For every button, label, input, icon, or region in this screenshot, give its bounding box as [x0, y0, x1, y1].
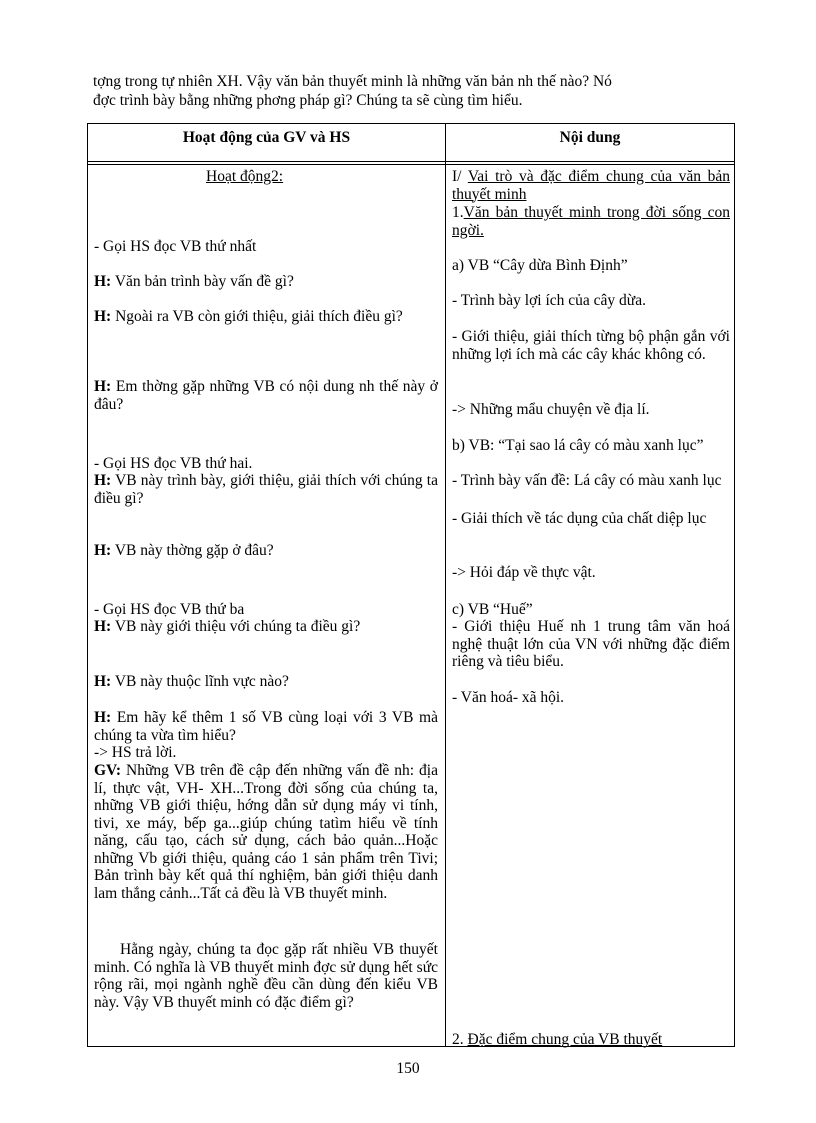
instruction-text: - Gọi HS đọc VB thứ nhất	[94, 238, 257, 255]
subsection-number: 1.	[452, 204, 464, 221]
question-label: H:	[94, 709, 112, 726]
left-item-read-3	[94, 601, 438, 619]
instruction-text: - Gọi HS đọc VB thứ ba	[94, 601, 245, 618]
left-teacher-explanation	[94, 762, 438, 902]
question-text: VB này giới thiệu với chúng ta điều gì?	[111, 618, 361, 635]
subsection-title: Văn bản thuyết minh trong đời sống con ngời.	[452, 204, 730, 239]
left-item-read-2	[94, 455, 438, 473]
left-question-8	[94, 709, 438, 744]
question-label: H:	[94, 378, 112, 395]
right-item-b-title	[452, 437, 730, 455]
item-text: - Giải thích về tác dụng của chất diệp lục	[452, 510, 707, 527]
teacher-text: Những VB trên đề cập đến những vấn đề nh: địa lí, thực vật, VH- XH...Trong đời sống của chúng ta, những VB giới thiệu, hớng dẫn sử dụng máy vi tính, tivi, xe máy, bếp ga...giúp chúng tatìm hiểu về tính năng, cấu tạo, cách sử dụng, cách bảo quản...Hoặc những Vb giới thiệu, quảng cáo 1 sản phẩm trên Tivi; Bản trình bày kết quả thí nghiệm, bản giới thiệu danh lam thắng cảnh...Tất cả đều là VB thuyết minh.	[94, 762, 438, 902]
activity-title: Hoạt động2:	[206, 168, 284, 185]
left-question-6	[94, 618, 438, 636]
item-title: c) VB “Huế”	[452, 601, 533, 618]
question-text: Em thờng gặp những VB có nội dung nh thế này ở đâu?	[94, 378, 438, 413]
section-number: I/	[452, 168, 468, 185]
item-text: - Trình bày lợi ích của cây dừa.	[452, 292, 646, 309]
question-text: VB này thờng gặp ở đâu?	[111, 542, 274, 559]
item-text: - Văn hoá- xã hội.	[452, 689, 565, 706]
activity-title-block	[94, 168, 438, 186]
closing-text: Hằng ngày, chúng ta đọc gặp rất nhiều VB thuyết minh. Có nghĩa là VB thuyết minh đợc sử dụng hết sức rộng rãi, mọi ngành nghề đều cần dùng đến kiểu VB này. Vậy VB thuyết minh có đặc điểm gì?	[94, 941, 438, 1011]
right-item-a-1	[452, 292, 730, 310]
item-title: b) VB: “Tại sao lá cây có màu xanh lục”	[452, 437, 704, 454]
item-text: - Giới thiệu Huế nh 1 trung tâm văn hoá nghệ thuật lớn của VN với những đặc điểm riêng và tiêu biểu.	[452, 618, 730, 670]
right-item-b-3	[452, 564, 730, 582]
left-closing-paragraph	[94, 941, 438, 1011]
header-activities: Hoạt động của GV và HS	[182, 129, 351, 146]
question-label: H:	[94, 472, 112, 489]
question-label: H:	[94, 618, 112, 635]
item-text: - Trình bày vấn đề: Lá cây có màu xanh lục	[452, 472, 722, 489]
left-question-7	[94, 673, 438, 691]
right-item-c-2	[452, 689, 730, 707]
left-question-5	[94, 542, 438, 560]
right-item-c-1	[452, 618, 730, 671]
header-content: Nội dung	[559, 129, 621, 146]
section-number: 2.	[452, 1031, 468, 1048]
intro-line-2: đợc trình bày bằng những phơng pháp gì? Chúng ta sẽ cùng tìm hiểu.	[93, 92, 523, 109]
question-text: Văn bản trình bày vấn đề gì?	[111, 273, 294, 290]
answer-text: -> HS trả lời.	[94, 744, 177, 761]
section-title: Đặc điểm chung của VB thuyết	[467, 1031, 663, 1048]
header-rule	[88, 161, 734, 162]
item-text: -> Những mẩu chuyện về địa lí.	[452, 401, 650, 418]
question-label: H:	[94, 542, 112, 559]
question-text: Em hãy kể thêm 1 số VB cùng loại với 3 VB mà chúng ta vừa tìm hiểu?	[94, 709, 438, 744]
left-answer	[94, 744, 438, 762]
teacher-label: GV:	[94, 762, 121, 779]
right-subsection-1	[452, 204, 730, 239]
left-question-3	[94, 378, 438, 413]
left-question-2	[94, 308, 438, 326]
page-number: 150	[396, 1060, 420, 1077]
lesson-table	[87, 123, 735, 1047]
intro-line-1: tợng trong tự nhiên XH. Vậy văn bản thuyết minh là những văn bản nh thế nào? Nó	[93, 73, 612, 90]
question-text: VB này trình bày, giới thiệu, giải thích với chúng ta điều gì?	[94, 472, 438, 507]
left-item-read-1	[94, 238, 438, 256]
right-item-b-2	[452, 510, 730, 528]
item-text: -> Hỏi đáp về thực vật.	[452, 564, 596, 581]
intro-paragraph	[93, 72, 747, 110]
left-question-1	[94, 273, 438, 291]
right-item-a-2	[452, 328, 730, 363]
question-label: H:	[94, 308, 112, 325]
question-text: VB này thuộc lĩnh vực nào?	[111, 673, 289, 690]
right-item-a-title	[452, 257, 730, 275]
item-title: a) VB “Cây dừa Bình Định”	[452, 257, 628, 274]
left-question-4	[94, 472, 438, 507]
item-text: - Giới thiệu, giải thích từng bộ phận gắn với những lợi ích mà các cây khác không có.	[452, 328, 730, 363]
right-item-c-title	[452, 601, 730, 619]
right-item-b-1	[452, 472, 730, 490]
section-title: Vai trò và đặc điểm chung của văn bản thuyết minh	[452, 168, 730, 203]
column-divider	[445, 124, 446, 1046]
right-section-1	[452, 168, 730, 203]
header-rule-double	[88, 164, 734, 165]
question-text: Ngoài ra VB còn giới thiệu, giải thích điều gì?	[111, 308, 403, 325]
instruction-text: - Gọi HS đọc VB thứ hai.	[94, 455, 253, 472]
question-label: H:	[94, 673, 112, 690]
question-label: H:	[94, 273, 112, 290]
right-section-2	[452, 1031, 730, 1049]
right-item-a-3	[452, 401, 730, 419]
